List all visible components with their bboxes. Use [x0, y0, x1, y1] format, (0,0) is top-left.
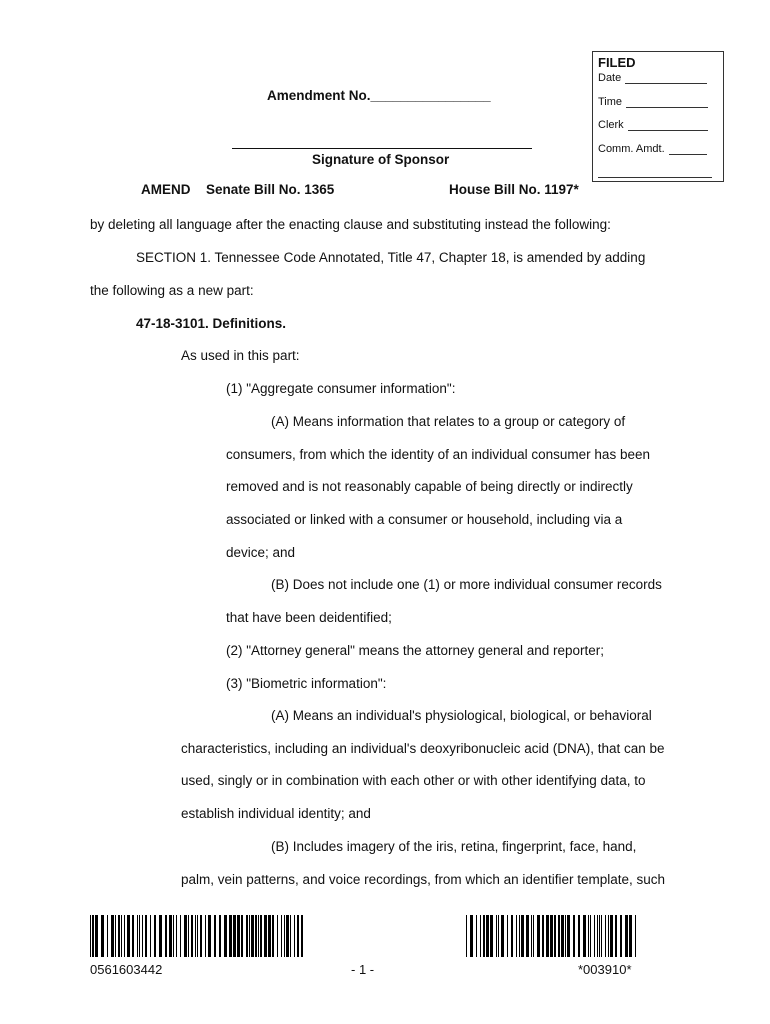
def1a-line5: device; and: [226, 545, 296, 560]
def3b-line2: palm, vein patterns, and voice recordings, from which an identifier template, such: [181, 872, 665, 887]
senate-bill: Senate Bill No. 1365: [206, 182, 335, 197]
filed-date-row: [598, 72, 707, 84]
def1b-line2: that have been deidentified;: [226, 610, 392, 625]
filed-clerk-line: [628, 120, 708, 131]
filed-date-label: Date: [598, 72, 622, 84]
definitions-heading: 47-18-3101. Definitions.: [136, 316, 287, 331]
def1b-line1: (B) Does not include one (1) or more individual consumer records: [271, 577, 662, 592]
filed-box: [592, 51, 724, 182]
as-used-text: As used in this part:: [181, 348, 300, 363]
footer-right-code: *003910*: [578, 962, 632, 977]
filed-time-line: [626, 97, 708, 108]
amendment-number: Amendment No.________________: [267, 88, 491, 103]
section1-line1: SECTION 1. Tennessee Code Annotated, Title 47, Chapter 18, is amended by adding: [136, 250, 646, 265]
filed-extra-line: [598, 167, 712, 178]
barcode-left: [90, 915, 304, 957]
filed-clerk-row: [598, 119, 708, 131]
house-bill: House Bill No. 1197*: [449, 182, 579, 197]
filed-title: FILED: [598, 55, 636, 70]
section1-line2: the following as a new part:: [90, 283, 254, 298]
filed-time-label: Time: [598, 96, 623, 108]
filed-clerk-label: Clerk: [598, 119, 624, 131]
def1a-line1: (A) Means information that relates to a group or category of: [271, 414, 626, 429]
filed-date-line: [625, 73, 707, 84]
def1a-line2: consumers, from which the identity of an individual consumer has been: [226, 447, 650, 462]
filed-comm-line: [669, 144, 707, 155]
def3-heading: (3) "Biometric information":: [226, 676, 387, 691]
def2-line: (2) "Attorney general" means the attorney general and reporter;: [226, 643, 605, 658]
amend-label: AMEND: [141, 182, 191, 197]
intro-text: by deleting all language after the enacting clause and substituting instead the following:: [90, 217, 611, 232]
def3a-line3: used, singly or in combination with each other or with other identifying data, to: [181, 773, 646, 788]
signature-line: [232, 148, 532, 149]
barcode-bar: [303, 915, 304, 957]
def3a-line1: (A) Means an individual's physiological, biological, or behavioral: [271, 708, 652, 723]
def1a-line4: associated or linked with a consumer or household, including via a: [226, 512, 623, 527]
def1-heading: (1) "Aggregate consumer information":: [226, 381, 456, 396]
filed-comm-label: Comm. Amdt.: [598, 143, 665, 155]
page-number: - 1 -: [351, 962, 375, 977]
signature-label: Signature of Sponsor: [312, 152, 450, 167]
def3a-line4: establish individual identity; and: [181, 806, 371, 821]
filed-comm-row: [598, 143, 707, 155]
footer-left-code: 0561603442: [90, 962, 163, 977]
barcode-right: [466, 915, 636, 957]
def3a-line2: characteristics, including an individual's deoxyribonucleic acid (DNA), that can be: [181, 741, 665, 756]
filed-extra-row: [598, 166, 712, 178]
barcode-bar: [635, 915, 636, 957]
def1a-line3: removed and is not reasonably capable of being directly or indirectly: [226, 479, 633, 494]
filed-time-row: [598, 96, 708, 108]
def3b-line1: (B) Includes imagery of the iris, retina, fingerprint, face, hand,: [271, 839, 637, 854]
